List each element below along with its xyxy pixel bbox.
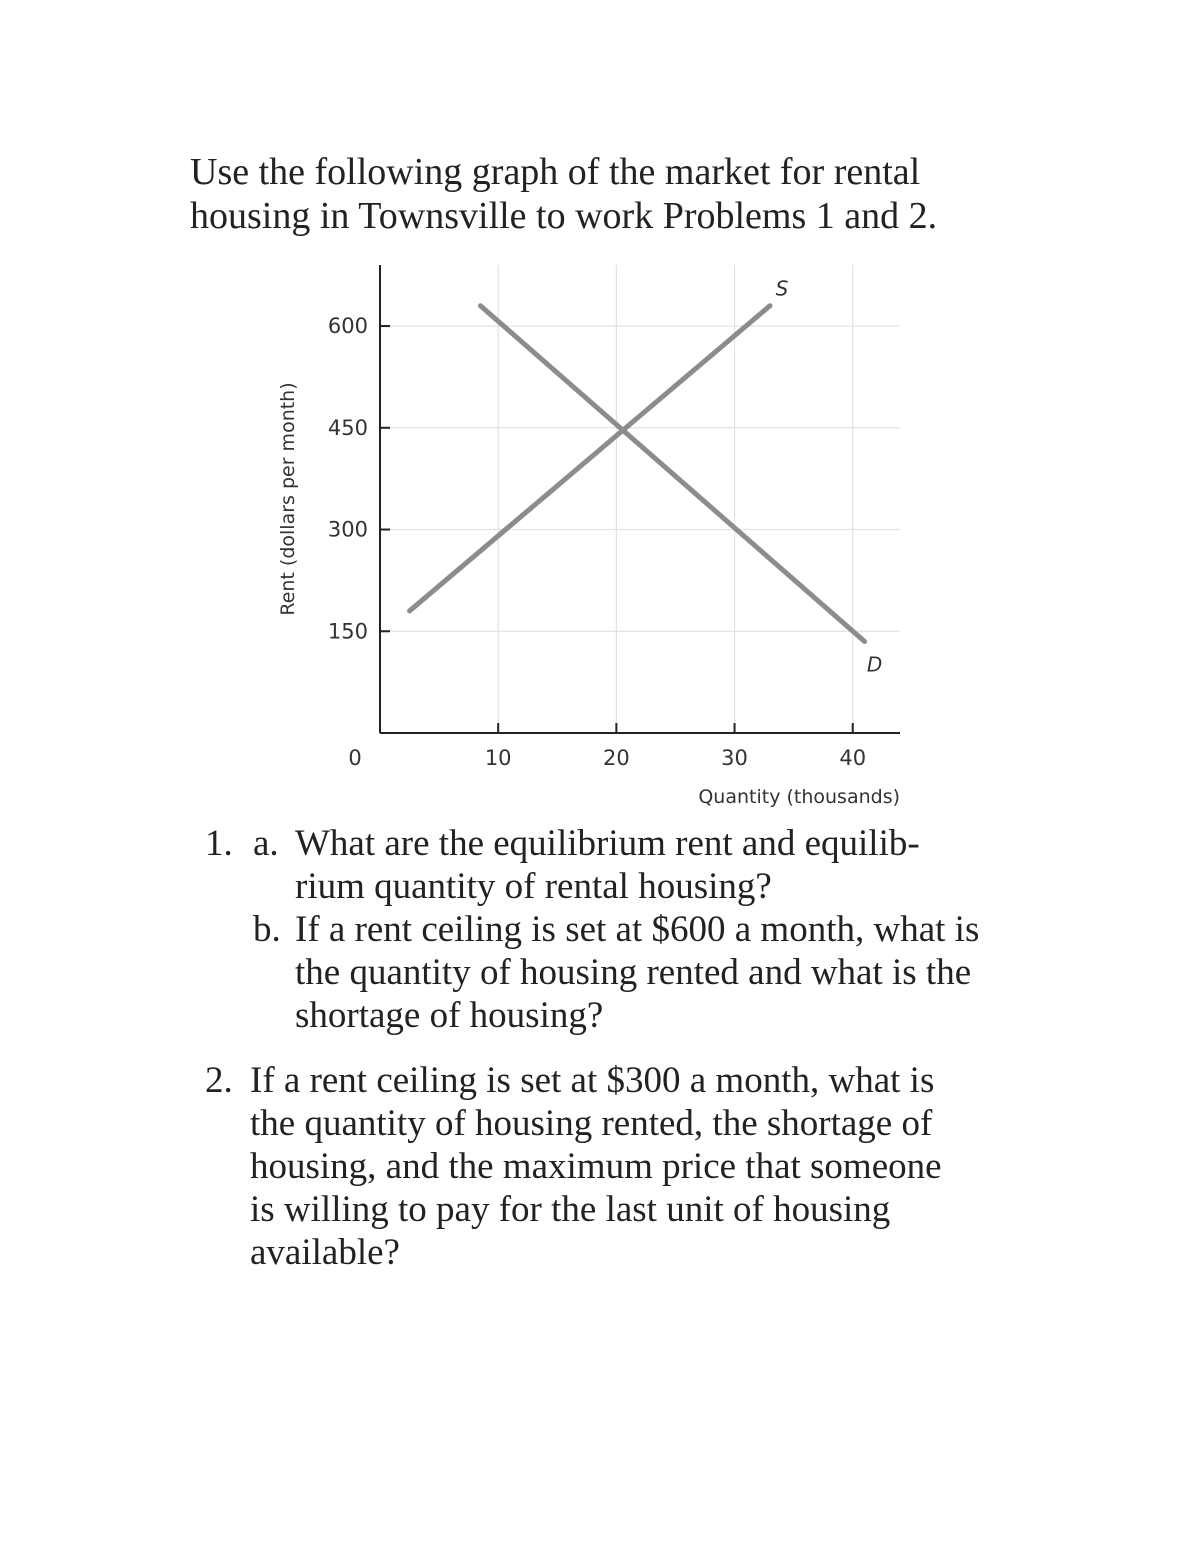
y-tick-label: 450 — [327, 415, 368, 440]
problem-1 — [205, 822, 1025, 908]
problem-1a-line-1: What are the equilibrium rent and equilib- — [295, 823, 920, 864]
problem-1-number: 1. — [205, 823, 233, 864]
problem-2-line-2: the quantity of housing rented, the shortage of — [250, 1103, 933, 1144]
problem-2 — [205, 1059, 1025, 1274]
series-label-s: S — [775, 276, 789, 301]
y-tick-label: 600 — [327, 314, 368, 339]
y-tick-label: 150 — [327, 619, 368, 644]
problem-1b-line-3: shortage of housing? — [295, 995, 604, 1036]
problem-1b-label: b. — [253, 909, 281, 950]
supply-demand-chart — [260, 255, 940, 815]
problem-2-line-1: If a rent ceiling is set at $300 a month, what is — [250, 1060, 935, 1101]
problem-2-line-3: housing, and the maximum price that someone — [250, 1146, 942, 1187]
problem-1b-line-2: the quantity of housing rented and what is the — [295, 952, 972, 993]
problem-1b — [205, 908, 1025, 1037]
x-tick-label: 30 — [721, 746, 748, 770]
problem-1a-line-2: rium quantity of rental housing? — [295, 866, 772, 907]
intro-line-1: Use the following graph of the market for rental — [190, 151, 921, 193]
intro-text — [190, 150, 1010, 238]
y-axis-title: Rent (dollars per month) — [277, 382, 299, 616]
problem-2-number: 2. — [205, 1060, 233, 1101]
problem-1a-label: a. — [253, 823, 279, 864]
x-tick-label: 10 — [484, 746, 512, 770]
series-line-d — [480, 306, 864, 642]
problem-1b-line-1: If a rent ceiling is set at $600 a month, what is — [295, 909, 980, 950]
problem-2-line-5: available? — [250, 1232, 400, 1273]
series-label-d: D — [866, 652, 883, 677]
problems — [205, 822, 1025, 1274]
y-tick-label: 300 — [327, 517, 368, 542]
problem-2-line-4: is willing to pay for the last unit of housing — [250, 1189, 891, 1230]
series-line-s — [410, 306, 770, 611]
origin-label: 0 — [348, 746, 362, 770]
intro-line-2: housing in Townsville to work Problems 1 and 2. — [190, 195, 938, 237]
x-tick-label: 20 — [602, 746, 630, 770]
x-tick-label: 40 — [839, 746, 867, 770]
x-axis-title: Quantity (thousands) — [698, 786, 900, 808]
